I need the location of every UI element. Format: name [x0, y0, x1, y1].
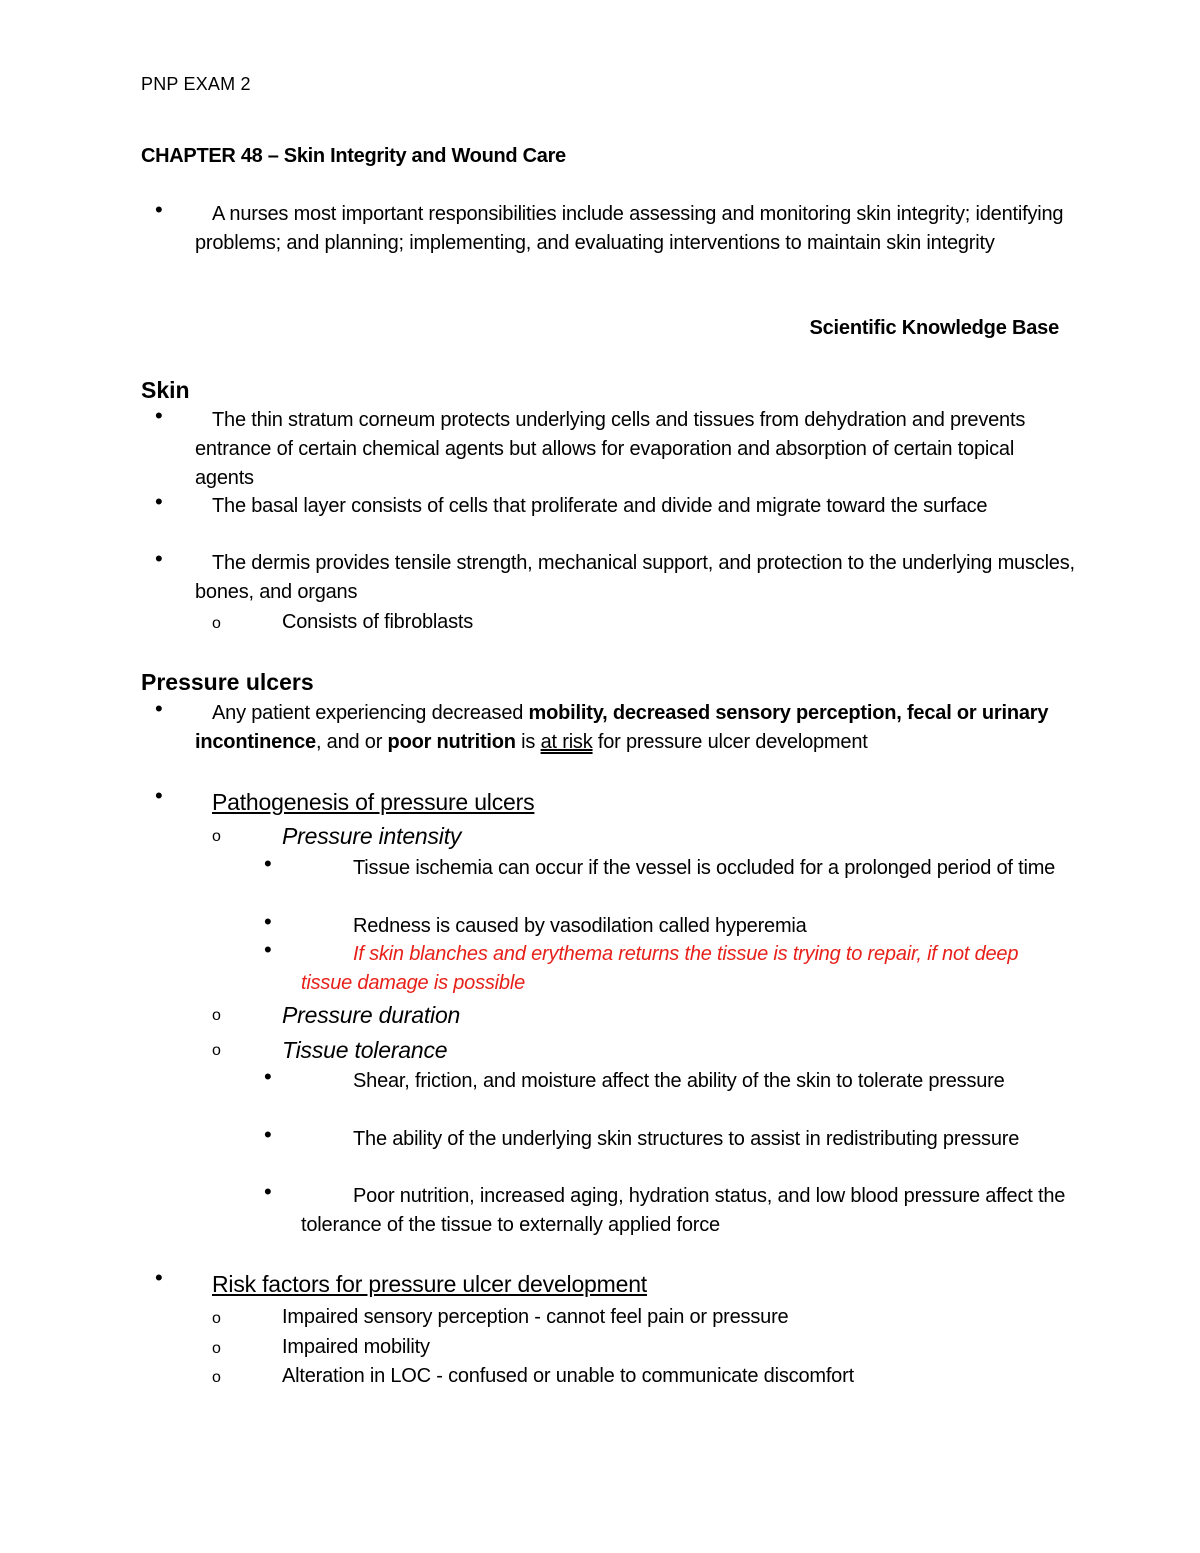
risk-statement: Any patient experiencing decreased mobility, decreased sensory perception, fecal or urinary incontinence, and or poor nutrition is at risk for pressure ulcer development [195, 702, 1049, 753]
bullet-icon: • [264, 1064, 272, 1089]
list-item [262, 937, 1072, 998]
circle-bullet-icon: o [212, 1310, 221, 1327]
bullet-icon: • [155, 197, 163, 222]
intro-bullet: • A nurses most important responsibilities include assessing and monitoring skin integrity; identifying problems; and planning; implementing, and evaluating interventions to maintain skin integrity [155, 197, 1064, 254]
circle-bullet-icon: o [212, 1042, 221, 1059]
skin-heading: Skin [141, 377, 190, 403]
sub-list-item: o Impaired mobility [210, 1333, 1070, 1362]
list-item: • Shear, friction, and moisture affect the ability of the skin to tolerate pressure [264, 1064, 1005, 1092]
sub-list-item: o Impaired sensory perception - cannot feel pain or pressure [210, 1303, 1070, 1332]
pressure-duration-item: o Pressure duration [210, 999, 1070, 1031]
pathogenesis-heading: • Pathogenesis of pressure ulcers [155, 783, 535, 815]
bullet-icon: • [264, 909, 272, 934]
list-item: • Tissue ischemia can occur if the vessel is occluded for a prolonged period of time [264, 851, 1056, 879]
bullet-icon: • [155, 403, 163, 428]
sub-list-item: o Consists of fibroblasts [210, 608, 1070, 637]
blanching-note: If skin blanches and erythema returns the tissue is trying to repair, if not deep tissue damage is possible [301, 943, 1019, 994]
bullet-icon: • [155, 546, 163, 571]
bullet-icon: • [264, 937, 272, 962]
circle-bullet-icon: o [212, 1340, 221, 1357]
list-item: • The ability of the underlying skin structures to assist in redistributing pressure [264, 1122, 1020, 1150]
page-header: PNP EXAM 2 [141, 74, 251, 94]
bullet-icon: • [264, 1122, 272, 1147]
tissue-tolerance-item: o Tissue tolerance [210, 1034, 1070, 1066]
list-item [155, 696, 1075, 757]
at-risk-text: at risk [540, 731, 593, 753]
pressure-ulcers-heading: Pressure ulcers [141, 669, 314, 695]
bullet-icon: • [264, 1179, 272, 1204]
sub-list-item: o Alteration in LOC - confused or unable to communicate discomfort [210, 1362, 1070, 1391]
risk-factors-heading: • Risk factors for pressure ulcer development [155, 1265, 647, 1297]
circle-bullet-icon: o [212, 828, 221, 845]
list-item: • Redness is caused by vasodilation called hyperemia [264, 909, 807, 937]
list-item: • The dermis provides tensile strength, mechanical support, and protection to the underlying muscles, bones, and organs [155, 546, 1075, 603]
scientific-knowledge-heading: Scientific Knowledge Base [809, 317, 1059, 339]
bullet-icon: • [264, 851, 272, 876]
bullet-icon: • [155, 1265, 163, 1290]
list-item: • The thin stratum corneum protects underlying cells and tissues from dehydration and prevents entrance of certain chemical agents but allows for evaporation and absorption of certain topical agents [155, 403, 1026, 489]
circle-bullet-icon: o [212, 1007, 221, 1024]
circle-bullet-icon: o [212, 1369, 221, 1386]
list-item: • The basal layer consists of cells that proliferate and divide and migrate toward the surface [155, 489, 988, 517]
bullet-icon: • [155, 783, 163, 808]
bullet-icon: • [155, 696, 163, 721]
bullet-icon: • [155, 489, 163, 514]
list-item: • Poor nutrition, increased aging, hydration status, and low blood pressure affect the tolerance of the tissue to externally applied force [264, 1179, 1066, 1236]
pressure-intensity-item: o Pressure intensity [210, 820, 1070, 852]
chapter-title: CHAPTER 48 – Skin Integrity and Wound Care [141, 145, 566, 167]
circle-bullet-icon: o [212, 615, 221, 632]
